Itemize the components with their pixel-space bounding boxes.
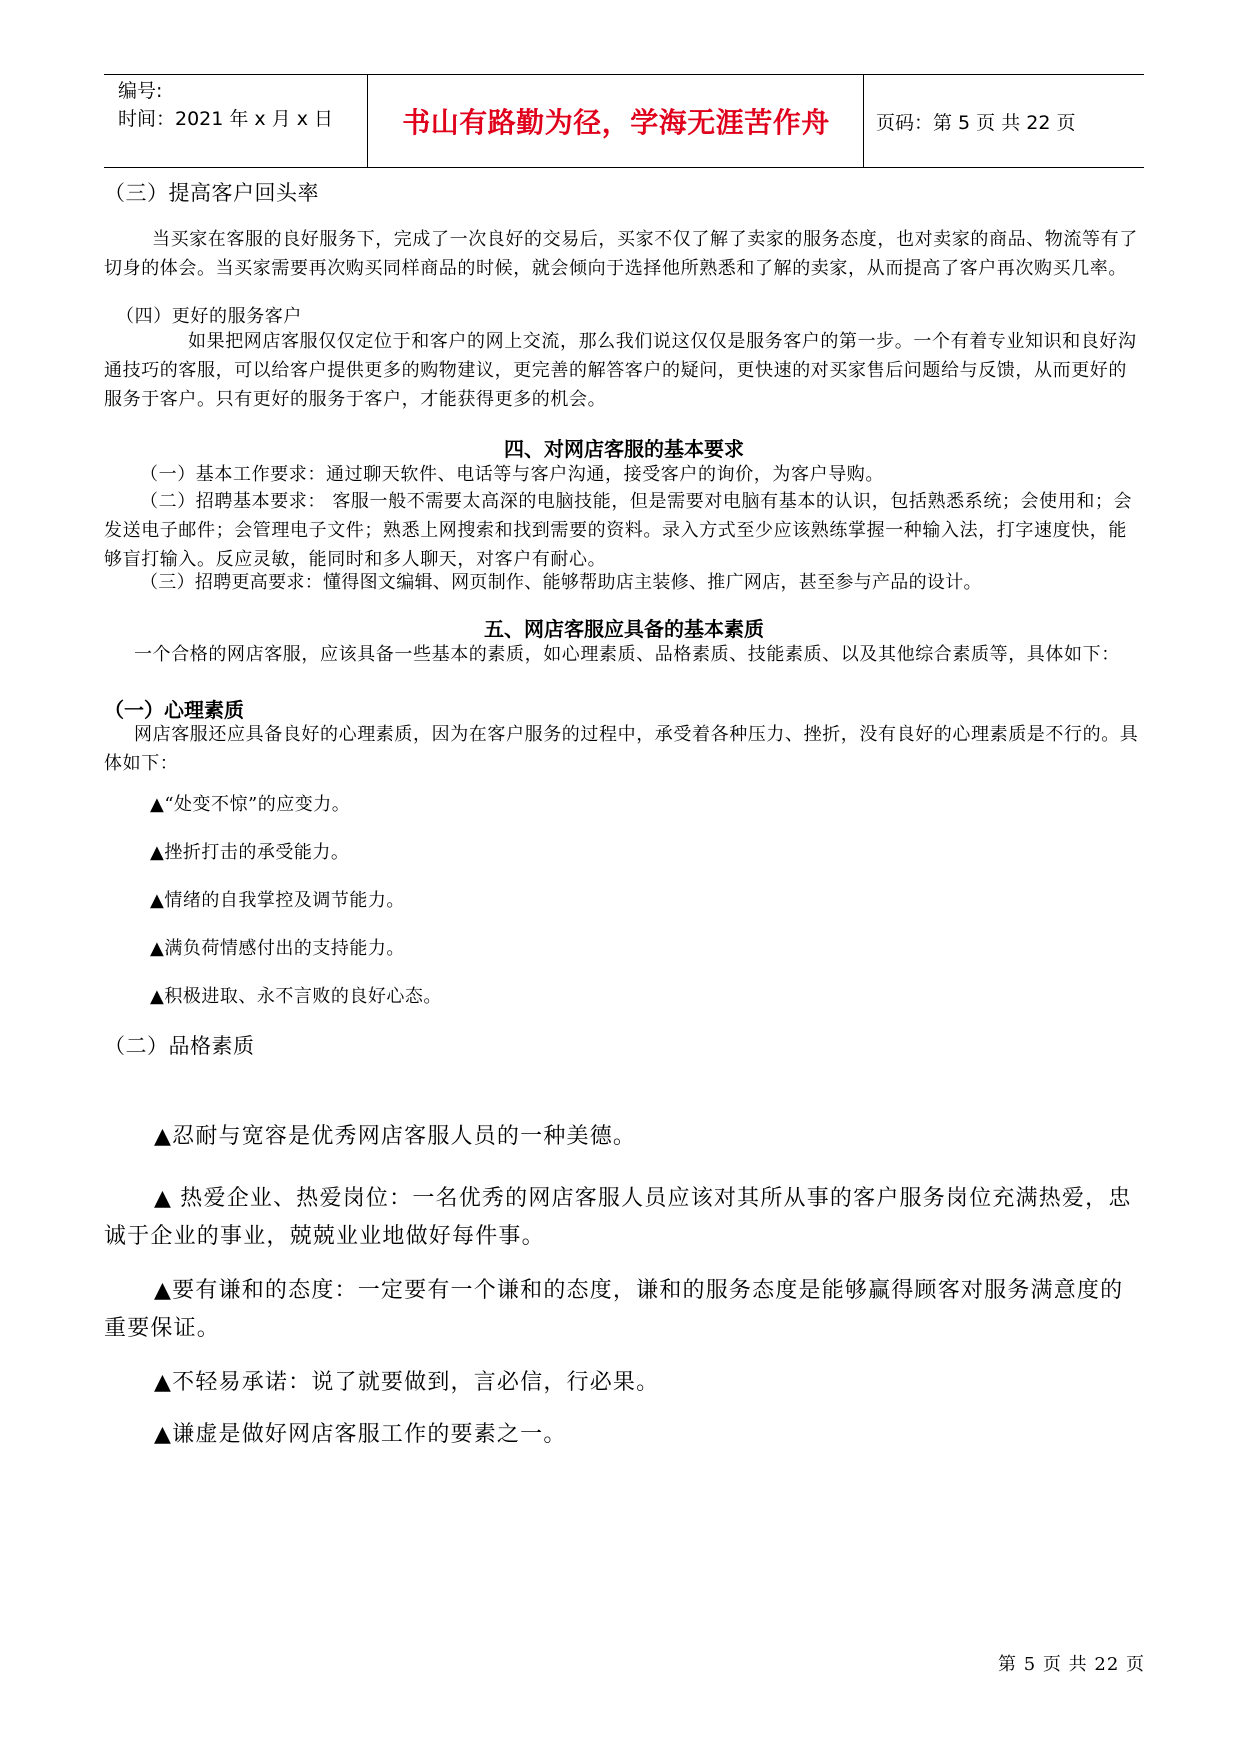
paragraph-better-service: 如果把网店客服仅仅定位于和客户的网上交流，那么我们说这仅仅是服务客户的第一步。一个有着专业知识和良好沟通技巧的客服，可以给客户提供更多的购物建议，更完善的解答客户的疑问，更快速的对买家售后问题给与反馈，从而更好的服务于客户。只有更好的服务于客户，才能获得更多的机会。 <box>104 331 1137 410</box>
page-header <box>104 74 1144 168</box>
requirement-hiring-advanced: （三）招聘更高要求：懂得图文编辑、网页制作、能够帮助店主装修、推广网店，甚至参与产品的设计。 <box>140 572 982 593</box>
list-item-no-easy-promise: ▲不轻易承诺：说了就要做到，言必信，行必果。 <box>154 1370 660 1395</box>
list-item-modest-attitude: ▲要有谦和的态度：一定要有一个谦和的态度，谦和的服务态度是能够赢得顾客对服务满意度的重要保证。 <box>104 1278 1124 1341</box>
paragraph-psychological: 网店客服还应具备良好的心理素质，因为在客户服务的过程中，承受着各种压力、挫折，没有良好的心理素质是不行的。具体如下： <box>104 724 1139 774</box>
chapter-title-basic-qualities: 五、网店客服应具备的基本素质 <box>484 617 764 641</box>
list-item-emotional-support: ▲满负荷情感付出的支持能力。 <box>150 938 405 959</box>
header-page-number: 页码：第 5 页 共 22 页 <box>876 111 1076 134</box>
paragraph-return-rate: 当买家在客服的良好服务下，完成了一次良好的交易后，买家不仅了解了卖家的服务态度，也对卖家的商品、物流等有了切身的体会。当买家需要再次购买同样商品的时候，就会倾向于选择他所熟悉和了解的卖家，从而提高了客户再次购买几率。 <box>104 229 1138 279</box>
section-heading-return-rate: （三）提高客户回头率 <box>104 181 319 205</box>
document-code-label: 编号: <box>118 80 163 102</box>
page-footer-number: 第 5 页 共 22 页 <box>998 1654 1145 1675</box>
document-time: 时间：2021 年 x 月 x 日 <box>118 108 334 130</box>
list-item-frustration-tolerance: ▲挫折打击的承受能力。 <box>150 842 350 863</box>
section-heading-better-service: （四）更好的服务客户 <box>116 306 302 327</box>
list-item-emotion-control: ▲情绪的自我掌控及调节能力。 <box>150 890 405 911</box>
list-item-positive-attitude: ▲积极进取、永不言败的良好心态。 <box>150 986 442 1007</box>
requirement-hiring-basic: （二）招聘基本要求： 客服一般不需要太高深的电脑技能，但是需要对电脑有基本的认识，包括熟悉系统；会使用和；会发送电子邮件；会管理电子文件；熟悉上网搜索和找到需要的资料。录入方式至少应该熟练掌握一种输入法，打字速度快，能够盲打输入。反应灵敏，能同时和多人聊天，对客户有耐心。 <box>104 491 1133 570</box>
list-item-humility: ▲谦虚是做好网店客服工作的要素之一。 <box>154 1422 567 1447</box>
list-item-love-job: ▲ 热爱企业、热爱岗位：一名优秀的网店客服人员应该对其所从事的客户服务岗位充满热爱，忠诚于企业的事业，兢兢业业地做好每件事。 <box>104 1186 1132 1249</box>
section-heading-character: （二）品格素质 <box>104 1034 255 1058</box>
requirement-basic-work: （一）基本工作要求：通过聊天软件、电话等与客户沟通，接受客户的询价，为客户导购。 <box>140 464 884 485</box>
list-item-patience: ▲忍耐与宽容是优秀网店客服人员的一种美德。 <box>154 1124 637 1149</box>
paragraph-qualities-intro: 一个合格的网店客服，应该具备一些基本的素质，如心理素质、品格素质、技能素质、以及其他综合素质等，具体如下： <box>134 644 1120 665</box>
header-motto: 书山有路勤为径，学海无涯苦作舟 <box>369 75 864 167</box>
list-item-adaptability: ▲“处变不惊”的应变力。 <box>150 794 351 815</box>
header-meta <box>104 75 368 167</box>
chapter-title-basic-requirements: 四、对网店客服的基本要求 <box>504 437 744 461</box>
section-heading-psychological: （一）心理素质 <box>104 698 244 722</box>
